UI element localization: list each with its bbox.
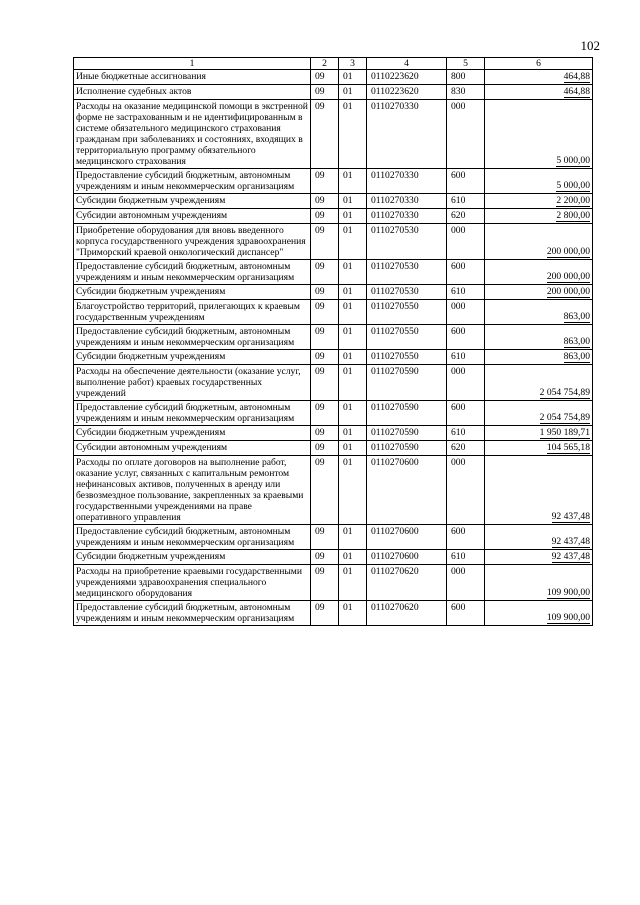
row-section-cell: 09 <box>311 169 339 194</box>
row-subsection-cell: 01 <box>339 224 367 260</box>
amount-value: 92 437,48 <box>551 511 590 522</box>
amount-value: 2 800,00 <box>556 210 590 221</box>
row-name-cell: Расходы по оплате договоров на выполнение работ, оказание услуг, связанных с капитальным ремонтом нефинансовых активов, полученных в аренду или безвозмездное пользование, закрепленных за краевыми государственными учреждениями на праве оперативного управления <box>74 456 311 525</box>
row-expense-type-cell: 610 <box>447 194 485 209</box>
row-amount-cell <box>485 426 593 441</box>
row-section-cell: 09 <box>311 224 339 260</box>
row-expense-type-cell: 000 <box>447 456 485 525</box>
row-name-cell: Предоставление субсидий бюджетным, автономным учреждениям и иным некоммерческим организациям <box>74 169 311 194</box>
budget-table <box>73 57 593 626</box>
table-row <box>74 224 593 260</box>
column-header: 5 <box>447 58 485 70</box>
row-section-cell: 09 <box>311 426 339 441</box>
row-section-cell: 09 <box>311 365 339 401</box>
amount-value: 109 900,00 <box>546 612 590 623</box>
row-subsection-cell: 01 <box>339 456 367 525</box>
row-target-article-cell: 0110270530 <box>367 224 447 260</box>
row-section-cell: 09 <box>311 70 339 85</box>
row-subsection-cell: 01 <box>339 365 367 401</box>
row-section-cell: 09 <box>311 100 339 169</box>
row-section-cell: 09 <box>311 550 339 565</box>
row-target-article-cell: 0110270330 <box>367 209 447 224</box>
row-section-cell: 09 <box>311 350 339 365</box>
row-name-cell: Расходы на оказание медицинской помощи в экстренной форме не застрахованным и не идентифицированным в системе обязательного медицинского страхования гражданам при заболеваниях и состояниях, входящих в территориальную программу обязательного медицинского страхования <box>74 100 311 169</box>
table-row <box>74 300 593 325</box>
row-name-cell: Предоставление субсидий бюджетным, автономным учреждениям и иным некоммерческим организациям <box>74 601 311 626</box>
row-name-cell: Исполнение судебных актов <box>74 85 311 100</box>
row-subsection-cell: 01 <box>339 426 367 441</box>
row-target-article-cell: 0110270590 <box>367 365 447 401</box>
row-expense-type-cell: 830 <box>447 85 485 100</box>
row-name-cell: Субсидии бюджетным учреждениям <box>74 285 311 300</box>
row-name-cell: Субсидии бюджетным учреждениям <box>74 350 311 365</box>
amount-value: 1 950 189,71 <box>539 427 590 438</box>
row-section-cell: 09 <box>311 285 339 300</box>
row-expense-type-cell: 600 <box>447 260 485 285</box>
row-subsection-cell: 01 <box>339 70 367 85</box>
row-target-article-cell: 0110223620 <box>367 70 447 85</box>
row-subsection-cell: 01 <box>339 169 367 194</box>
row-expense-type-cell: 600 <box>447 525 485 550</box>
row-target-article-cell: 0110270620 <box>367 565 447 601</box>
row-target-article-cell: 0110270550 <box>367 350 447 365</box>
amount-value: 92 437,48 <box>551 536 590 547</box>
page-number: 102 <box>580 38 600 53</box>
row-target-article-cell: 0110270590 <box>367 401 447 426</box>
amount-value: 464,88 <box>563 71 590 82</box>
row-section-cell: 09 <box>311 325 339 350</box>
table-row <box>74 365 593 401</box>
row-amount-cell <box>485 285 593 300</box>
row-subsection-cell: 01 <box>339 525 367 550</box>
row-name-cell: Расходы на приобретение краевыми государственными учреждениями здравоохранения специального медицинского оборудования <box>74 565 311 601</box>
row-name-cell: Предоставление субсидий бюджетным, автономным учреждениям и иным некоммерческим организациям <box>74 401 311 426</box>
amount-value: 863,00 <box>563 351 590 362</box>
row-name-cell: Субсидии бюджетным учреждениям <box>74 194 311 209</box>
row-target-article-cell: 0110270530 <box>367 285 447 300</box>
row-expense-type-cell: 600 <box>447 325 485 350</box>
table-row <box>74 260 593 285</box>
table-body <box>74 70 593 626</box>
table-row <box>74 350 593 365</box>
amount-value: 863,00 <box>563 336 590 347</box>
row-subsection-cell: 01 <box>339 550 367 565</box>
row-expense-type-cell: 610 <box>447 285 485 300</box>
row-subsection-cell: 01 <box>339 285 367 300</box>
row-expense-type-cell: 600 <box>447 169 485 194</box>
row-amount-cell <box>485 224 593 260</box>
row-section-cell: 09 <box>311 194 339 209</box>
row-section-cell: 09 <box>311 441 339 456</box>
row-name-cell: Субсидии автономным учреждениям <box>74 441 311 456</box>
row-section-cell: 09 <box>311 565 339 601</box>
row-name-cell: Иные бюджетные ассигнования <box>74 70 311 85</box>
row-amount-cell <box>485 194 593 209</box>
amount-value: 200 000,00 <box>546 246 590 257</box>
row-amount-cell <box>485 100 593 169</box>
row-amount-cell <box>485 601 593 626</box>
row-target-article-cell: 0110270600 <box>367 550 447 565</box>
table-row <box>74 401 593 426</box>
row-subsection-cell: 01 <box>339 260 367 285</box>
row-expense-type-cell: 620 <box>447 441 485 456</box>
row-subsection-cell: 01 <box>339 194 367 209</box>
row-amount-cell <box>485 70 593 85</box>
table-row <box>74 441 593 456</box>
row-expense-type-cell: 610 <box>447 426 485 441</box>
table-row <box>74 85 593 100</box>
amount-value: 863,00 <box>563 311 590 322</box>
row-amount-cell <box>485 85 593 100</box>
table-row <box>74 601 593 626</box>
row-name-cell: Благоустройство территорий, прилегающих к краевым государственным учреждениям <box>74 300 311 325</box>
row-amount-cell <box>485 565 593 601</box>
amount-value: 109 900,00 <box>546 587 590 598</box>
row-amount-cell <box>485 209 593 224</box>
row-section-cell: 09 <box>311 85 339 100</box>
row-amount-cell <box>485 365 593 401</box>
row-section-cell: 09 <box>311 601 339 626</box>
amount-value: 5 000,00 <box>556 155 590 166</box>
row-expense-type-cell: 610 <box>447 550 485 565</box>
row-expense-type-cell: 600 <box>447 401 485 426</box>
amount-value: 2 200,00 <box>556 195 590 206</box>
row-name-cell: Расходы на обеспечение деятельности (оказание услуг, выполнение работ) краевых государственных учреждений <box>74 365 311 401</box>
table-row <box>74 285 593 300</box>
row-expense-type-cell: 600 <box>447 601 485 626</box>
row-name-cell: Субсидии бюджетным учреждениям <box>74 550 311 565</box>
row-subsection-cell: 01 <box>339 601 367 626</box>
row-name-cell: Предоставление субсидий бюджетным, автономным учреждениям и иным некоммерческим организациям <box>74 525 311 550</box>
row-name-cell: Субсидии автономным учреждениям <box>74 209 311 224</box>
row-subsection-cell: 01 <box>339 209 367 224</box>
amount-value: 5 000,00 <box>556 180 590 191</box>
row-amount-cell <box>485 441 593 456</box>
row-target-article-cell: 0110270330 <box>367 100 447 169</box>
row-name-cell: Субсидии бюджетным учреждениям <box>74 426 311 441</box>
row-subsection-cell: 01 <box>339 300 367 325</box>
row-expense-type-cell: 000 <box>447 224 485 260</box>
row-target-article-cell: 0110270620 <box>367 601 447 626</box>
table-row <box>74 525 593 550</box>
row-section-cell: 09 <box>311 209 339 224</box>
row-subsection-cell: 01 <box>339 401 367 426</box>
column-header: 6 <box>485 58 593 70</box>
row-target-article-cell: 0110270550 <box>367 325 447 350</box>
table-row <box>74 565 593 601</box>
header-row <box>74 58 593 70</box>
row-expense-type-cell: 620 <box>447 209 485 224</box>
row-subsection-cell: 01 <box>339 350 367 365</box>
amount-value: 2 054 754,89 <box>539 412 590 423</box>
table-row <box>74 209 593 224</box>
row-expense-type-cell: 610 <box>447 350 485 365</box>
row-amount-cell <box>485 525 593 550</box>
amount-value: 200 000,00 <box>546 271 590 282</box>
row-expense-type-cell: 000 <box>447 565 485 601</box>
amount-value: 92 437,48 <box>551 551 590 562</box>
table-row <box>74 456 593 525</box>
row-target-article-cell: 0110270330 <box>367 194 447 209</box>
row-subsection-cell: 01 <box>339 100 367 169</box>
column-header: 4 <box>367 58 447 70</box>
row-section-cell: 09 <box>311 456 339 525</box>
row-name-cell: Предоставление субсидий бюджетным, автономным учреждениям и иным некоммерческим организациям <box>74 325 311 350</box>
row-section-cell: 09 <box>311 401 339 426</box>
row-amount-cell <box>485 456 593 525</box>
amount-value: 464,88 <box>563 86 590 97</box>
row-amount-cell <box>485 401 593 426</box>
table-row <box>74 100 593 169</box>
row-amount-cell <box>485 350 593 365</box>
row-expense-type-cell: 800 <box>447 70 485 85</box>
column-header: 1 <box>74 58 311 70</box>
table-header <box>74 58 593 70</box>
table-row <box>74 194 593 209</box>
row-amount-cell <box>485 169 593 194</box>
row-section-cell: 09 <box>311 260 339 285</box>
row-subsection-cell: 01 <box>339 441 367 456</box>
table-row <box>74 550 593 565</box>
amount-value: 2 054 754,89 <box>539 387 590 398</box>
row-subsection-cell: 01 <box>339 325 367 350</box>
row-subsection-cell: 01 <box>339 565 367 601</box>
row-expense-type-cell: 000 <box>447 365 485 401</box>
row-subsection-cell: 01 <box>339 85 367 100</box>
row-target-article-cell: 0110270590 <box>367 441 447 456</box>
row-section-cell: 09 <box>311 300 339 325</box>
row-amount-cell <box>485 550 593 565</box>
row-amount-cell <box>485 260 593 285</box>
row-target-article-cell: 0110270600 <box>367 525 447 550</box>
row-expense-type-cell: 000 <box>447 300 485 325</box>
row-target-article-cell: 0110270530 <box>367 260 447 285</box>
table-row <box>74 70 593 85</box>
row-expense-type-cell: 000 <box>447 100 485 169</box>
table-row <box>74 325 593 350</box>
amount-value: 200 000,00 <box>546 286 590 297</box>
row-name-cell: Предоставление субсидий бюджетным, автономным учреждениям и иным некоммерческим организациям <box>74 260 311 285</box>
row-name-cell: Приобретение оборудования для вновь введенного корпуса государственного учреждения здравоохранения "Приморский краевой онкологический диспансер" <box>74 224 311 260</box>
row-target-article-cell: 0110223620 <box>367 85 447 100</box>
column-header: 3 <box>339 58 367 70</box>
amount-value: 104 565,18 <box>546 442 590 453</box>
row-amount-cell <box>485 300 593 325</box>
table-row <box>74 169 593 194</box>
row-target-article-cell: 0110270590 <box>367 426 447 441</box>
table-row <box>74 426 593 441</box>
row-target-article-cell: 0110270600 <box>367 456 447 525</box>
row-target-article-cell: 0110270330 <box>367 169 447 194</box>
row-amount-cell <box>485 325 593 350</box>
row-target-article-cell: 0110270550 <box>367 300 447 325</box>
row-section-cell: 09 <box>311 525 339 550</box>
column-header: 2 <box>311 58 339 70</box>
